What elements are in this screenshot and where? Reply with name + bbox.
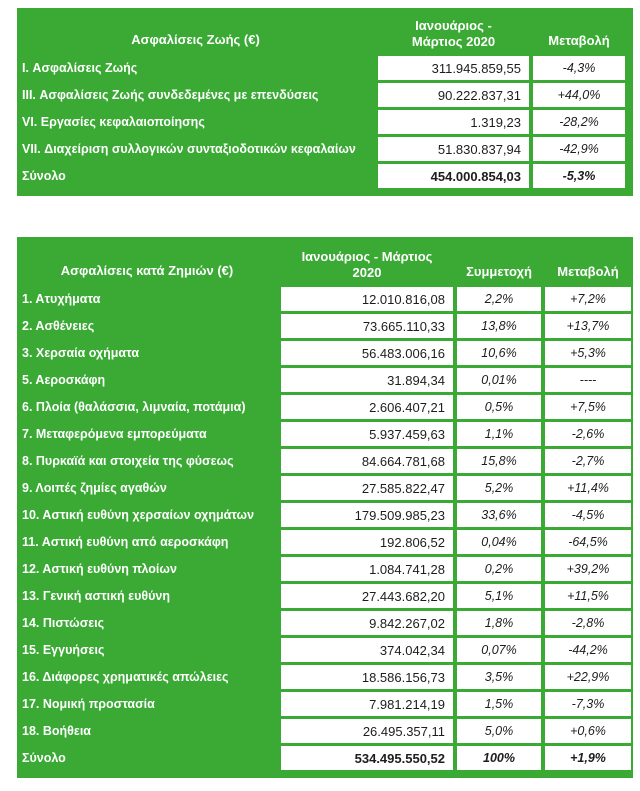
row-label: 7. Μεταφερόμενα εμπορεύματα xyxy=(22,427,207,441)
row-change: +7,2% xyxy=(545,287,631,311)
row-label: VI. Εργασίες κεφαλαιοποίησης xyxy=(22,115,205,129)
row-share: 100% xyxy=(457,746,541,770)
row-value: 27.443.682,20 xyxy=(281,584,453,608)
row-label: 12. Αστική ευθύνη πλοίων xyxy=(22,562,177,576)
row-change: -42,9% xyxy=(533,137,625,161)
column-header-change: Μεταβολή xyxy=(557,264,619,279)
row-change: -5,3% xyxy=(533,164,625,188)
row-share: 15,8% xyxy=(457,449,541,473)
nonlife-insurance-table xyxy=(17,237,633,778)
row-label: 2. Ασθένειες xyxy=(22,319,95,333)
row-share: 2,2% xyxy=(457,287,541,311)
row-label: 10. Αστική ευθύνη χερσαίων οχημάτων xyxy=(22,508,255,522)
row-label: III. Ασφαλίσεις Ζωής συνδεδεμένες με επενδύσεις xyxy=(22,88,319,102)
row-value: 51.830.837,94 xyxy=(378,137,529,161)
row-value: 84.664.781,68 xyxy=(281,449,453,473)
row-value: 5.937.459,63 xyxy=(281,422,453,446)
row-label: 3. Χερσαία οχήματα xyxy=(22,346,140,360)
row-share: 1,1% xyxy=(457,422,541,446)
row-label: 1. Ατυχήματα xyxy=(22,292,101,306)
column-header-change: Μεταβολή xyxy=(548,33,610,48)
row-label: 6. Πλοία (θαλάσσια, λιμναία, ποτάμια) xyxy=(22,400,246,414)
row-share: 5,0% xyxy=(457,719,541,743)
row-change: +11,4% xyxy=(545,476,631,500)
row-share: 3,5% xyxy=(457,665,541,689)
row-label: I. Ασφαλίσεις Ζωής xyxy=(22,61,138,75)
row-label: 17. Νομική προστασία xyxy=(22,697,155,711)
row-share: 0,01% xyxy=(457,368,541,392)
row-share: 13,8% xyxy=(457,314,541,338)
row-change: -2,6% xyxy=(545,422,631,446)
row-share: 5,2% xyxy=(457,476,541,500)
row-label: VII. Διαχείριση συλλογικών συνταξιοδοτικών κεφαλαίων xyxy=(22,142,356,156)
row-value: 18.586.156,73 xyxy=(281,665,453,689)
row-change: -2,8% xyxy=(545,611,631,635)
row-label: 16. Διάφορες χρηματικές απώλειες xyxy=(22,670,229,684)
row-value: 73.665.110,33 xyxy=(281,314,453,338)
row-share: 0,5% xyxy=(457,395,541,419)
row-value: 26.495.357,11 xyxy=(281,719,453,743)
row-label: Σύνολο xyxy=(22,169,66,183)
column-header-period xyxy=(378,8,529,53)
row-value: 179.509.985,23 xyxy=(281,503,453,527)
row-change: +11,5% xyxy=(545,584,631,608)
row-value: 1.084.741,28 xyxy=(281,557,453,581)
row-value: 7.981.214,19 xyxy=(281,692,453,716)
column-header-period xyxy=(281,237,453,284)
row-label: 11. Αστική ευθύνη από αεροσκάφη xyxy=(22,535,229,549)
row-label: 18. Βοήθεια xyxy=(22,724,91,738)
row-value: 534.495.550,52 xyxy=(281,746,453,770)
row-label: 14. Πιστώσεις xyxy=(22,616,105,630)
life-insurance-table xyxy=(17,8,633,196)
row-change: -4,3% xyxy=(533,56,625,80)
row-share: 5,1% xyxy=(457,584,541,608)
row-change: +13,7% xyxy=(545,314,631,338)
row-value: 374.042,34 xyxy=(281,638,453,662)
row-value: 31.894,34 xyxy=(281,368,453,392)
period-line1: Ιανουάριος - Μάρτιος xyxy=(301,248,433,264)
row-value: 27.585.822,47 xyxy=(281,476,453,500)
row-label: 5. Αεροσκάφη xyxy=(22,373,106,387)
row-change: -4,5% xyxy=(545,503,631,527)
row-value: 12.010.816,08 xyxy=(281,287,453,311)
row-change: +39,2% xyxy=(545,557,631,581)
row-change: ---- xyxy=(545,368,631,392)
row-value: 311.945.859,55 xyxy=(378,56,529,80)
column-header-share: Συμμετοχή xyxy=(466,264,532,279)
row-share: 1,8% xyxy=(457,611,541,635)
row-value: 90.222.837,31 xyxy=(378,83,529,107)
row-change: +44,0% xyxy=(533,83,625,107)
row-change: +5,3% xyxy=(545,341,631,365)
row-label: 15. Εγγυήσεις xyxy=(22,643,105,657)
row-share: 0,04% xyxy=(457,530,541,554)
row-change: -64,5% xyxy=(545,530,631,554)
row-change: -2,7% xyxy=(545,449,631,473)
period-line2: 2020 xyxy=(352,264,382,280)
row-value: 2.606.407,21 xyxy=(281,395,453,419)
row-value: 56.483.006,16 xyxy=(281,341,453,365)
nonlife-table-title: Ασφαλίσεις κατά Ζημιών (€) xyxy=(60,263,234,278)
life-table-title: Ασφαλίσεις Ζωής (€) xyxy=(131,32,260,47)
row-value: 454.000.854,03 xyxy=(378,164,529,188)
row-share: 10,6% xyxy=(457,341,541,365)
row-label: Σύνολο xyxy=(22,751,66,765)
period-line1: Ιανουάριος - xyxy=(415,17,492,33)
row-change: +1,9% xyxy=(545,746,631,770)
row-value: 192.806,52 xyxy=(281,530,453,554)
row-share: 33,6% xyxy=(457,503,541,527)
row-change: +22,9% xyxy=(545,665,631,689)
row-label: 13. Γενική αστική ευθύνη xyxy=(22,589,170,603)
row-change: -7,3% xyxy=(545,692,631,716)
row-share: 0,2% xyxy=(457,557,541,581)
row-value: 9.842.267,02 xyxy=(281,611,453,635)
period-line2: Μάρτιος 2020 xyxy=(411,33,496,49)
row-label: 8. Πυρκαϊά και στοιχεία της φύσεως xyxy=(22,454,234,468)
row-change: +0,6% xyxy=(545,719,631,743)
row-change: -28,2% xyxy=(533,110,625,134)
row-value: 1.319,23 xyxy=(378,110,529,134)
row-change: -44,2% xyxy=(545,638,631,662)
row-label: 9. Λοιπές ζημίες αγαθών xyxy=(22,481,167,495)
row-share: 0,07% xyxy=(457,638,541,662)
row-share: 1,5% xyxy=(457,692,541,716)
row-change: +7,5% xyxy=(545,395,631,419)
